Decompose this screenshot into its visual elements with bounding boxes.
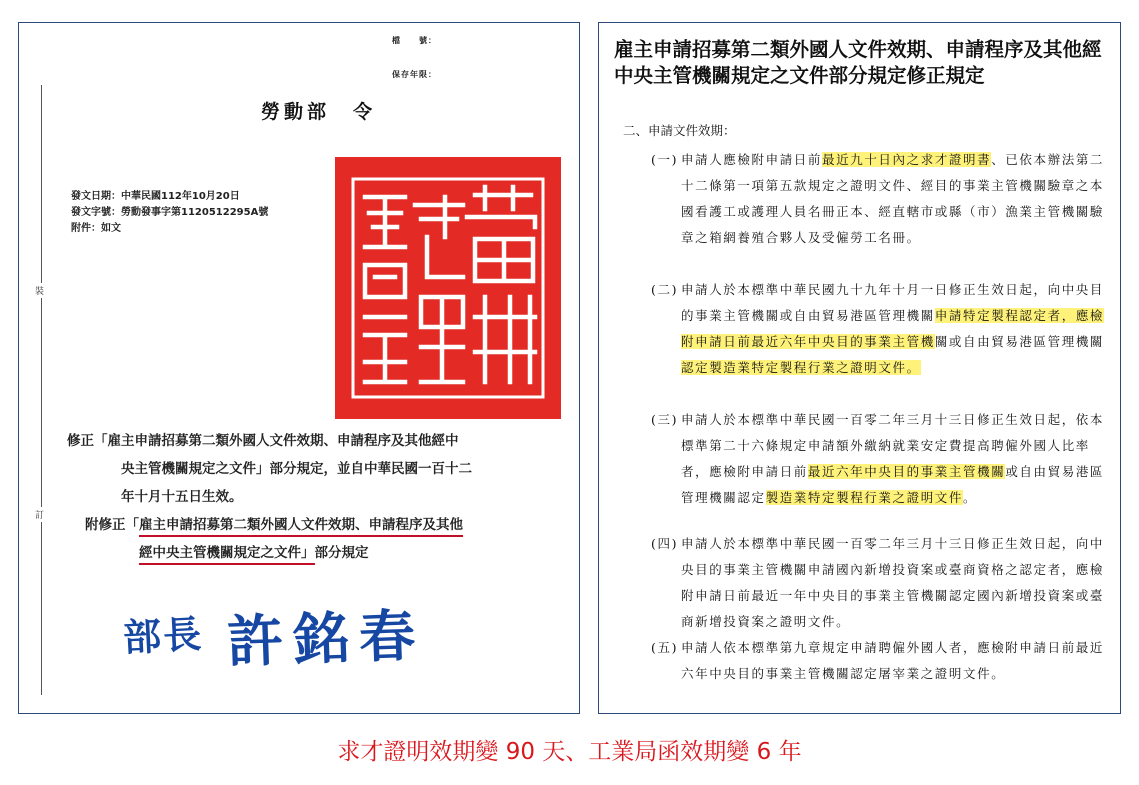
attachment-prefix: 附修正「 — [85, 517, 139, 533]
item-text: 申請人應檢附申請日前 — [681, 152, 823, 167]
signature-name: 許銘春 — [226, 602, 427, 676]
item-number: (四) — [651, 536, 679, 551]
order-title: 勞動部 令 — [261, 101, 377, 123]
signature-title: 部長 — [122, 610, 205, 661]
summary-caption: 求才證明效期變 90 天、工業局函效期變 6 年 — [337, 739, 802, 765]
item-number: (二) — [651, 282, 679, 297]
minister-signature-stamp — [123, 591, 443, 681]
item-number: (五) — [651, 640, 679, 655]
highlighted-text: 最近九十日內之求才證明書 — [822, 152, 992, 167]
item-text: 、已依本辦法第二十二條第一項第五款規定之證明文件、經目的事業主管機關驗章之本國看護工或護理人員名冊正本、經直轄市或縣（市）漁業主管機關驗章之箱網養殖合夥人及受僱勞工名冊。 — [681, 152, 1105, 245]
regulation-item-1 — [651, 147, 1107, 251]
attachment-title-underlined-2: 經中央主管機關規定之文件」 — [139, 545, 315, 565]
item-body: 申請人於本標準中華民國一百零二年三月十三日修正生效日起，向中央目的事業主管機關申請國內新增投資案或臺商資格之認定者，應檢附申請日前最近一年中央目的事業主管機關認定國內新增投資案或臺商新增投資案之證明文件。 — [681, 536, 1105, 629]
amended-regulation-panel — [598, 22, 1121, 714]
highlighted-text: 申請特定製程認定者，應檢附申請日前最近六年中央目的事業主管機 — [681, 308, 1105, 349]
official-seal-stamp — [335, 157, 561, 419]
archive-no-label: 檔 號： — [392, 36, 437, 45]
issue-number: 發文字號：勞動發事字第1120512295A號 — [71, 207, 269, 218]
regulation-item-3 — [651, 407, 1107, 511]
amendment-paragraph — [67, 427, 557, 511]
regulation-heading: 雇主申請招募第二類外國人文件效期、申請程序及其他經中央主管機關規定之文件部分規定修正規定 — [614, 38, 1102, 87]
item-body — [681, 147, 1107, 251]
item-body — [681, 277, 1107, 381]
item-text: 申請人於本標準中華民國九十九年十月一日修正生效日起，向中央目的事業主管機關或自由貿易港區管理機關 — [681, 282, 1105, 323]
official-order-panel — [18, 22, 580, 714]
item-text: 。 — [963, 490, 978, 505]
issue-date: 發文日期：中華民國112年10月20日 — [71, 191, 240, 202]
retention-label: 保存年限： — [392, 70, 437, 79]
item-text: 關或自由貿易港區管理機關 — [934, 334, 1105, 349]
highlighted-text: 製造業特定製程行業之證明文件 — [765, 490, 964, 505]
amendment-line-2: 央主管機關規定之文件」部分規定，並自中華民國一百十二 — [121, 461, 472, 477]
seal-glyph-pattern — [335, 157, 561, 419]
amendment-line-3: 年十月十五日生效。 — [121, 489, 243, 505]
highlighted-text: 認定製造業特定製程行業之證明文件。 — [681, 360, 921, 375]
regulation-item-4 — [651, 531, 1107, 635]
margin-mark-bind: 裝 — [35, 283, 44, 298]
regulation-item-5 — [651, 635, 1107, 687]
margin-mark-staple: 訂 — [35, 507, 44, 522]
amendment-line-1: 修正「雇主申請招募第二類外國人文件效期、申請程序及其他經中 — [67, 433, 459, 449]
item-number: (三) — [651, 412, 679, 427]
attachment-note: 附件：如文 — [71, 223, 121, 234]
item-text: 申請人於本標準中華民國一百零二年三月十三日修正生效日起，依本標準第二十六條規定申請額外繳納就業安定費提高聘僱外國人比率者，應檢附申請日前 — [681, 412, 1105, 479]
binding-margin-line — [41, 85, 42, 695]
highlighted-text: 最近六年中央目的事業主管機關 — [807, 464, 1006, 479]
attachment-line-2-wrap — [85, 545, 369, 561]
attachment-title-underlined-1: 雇主申請招募第二類外國人文件效期、申請程序及其他 — [139, 517, 463, 537]
item-number: (一) — [651, 152, 679, 167]
item-body: 申請人依本標準第九章規定申請聘僱外國人者，應檢附申請日前最近六年中央目的事業主管機關認定屠宰業之證明文件。 — [681, 640, 1105, 681]
attachment-paragraph — [85, 511, 555, 567]
regulation-item-2 — [651, 277, 1107, 381]
item-body — [681, 407, 1107, 511]
attachment-suffix: 部分規定 — [314, 545, 369, 561]
section-heading: 二、申請文件效期： — [623, 123, 736, 138]
item-text: 或自由貿易港區管理機關認定 — [681, 464, 1105, 505]
